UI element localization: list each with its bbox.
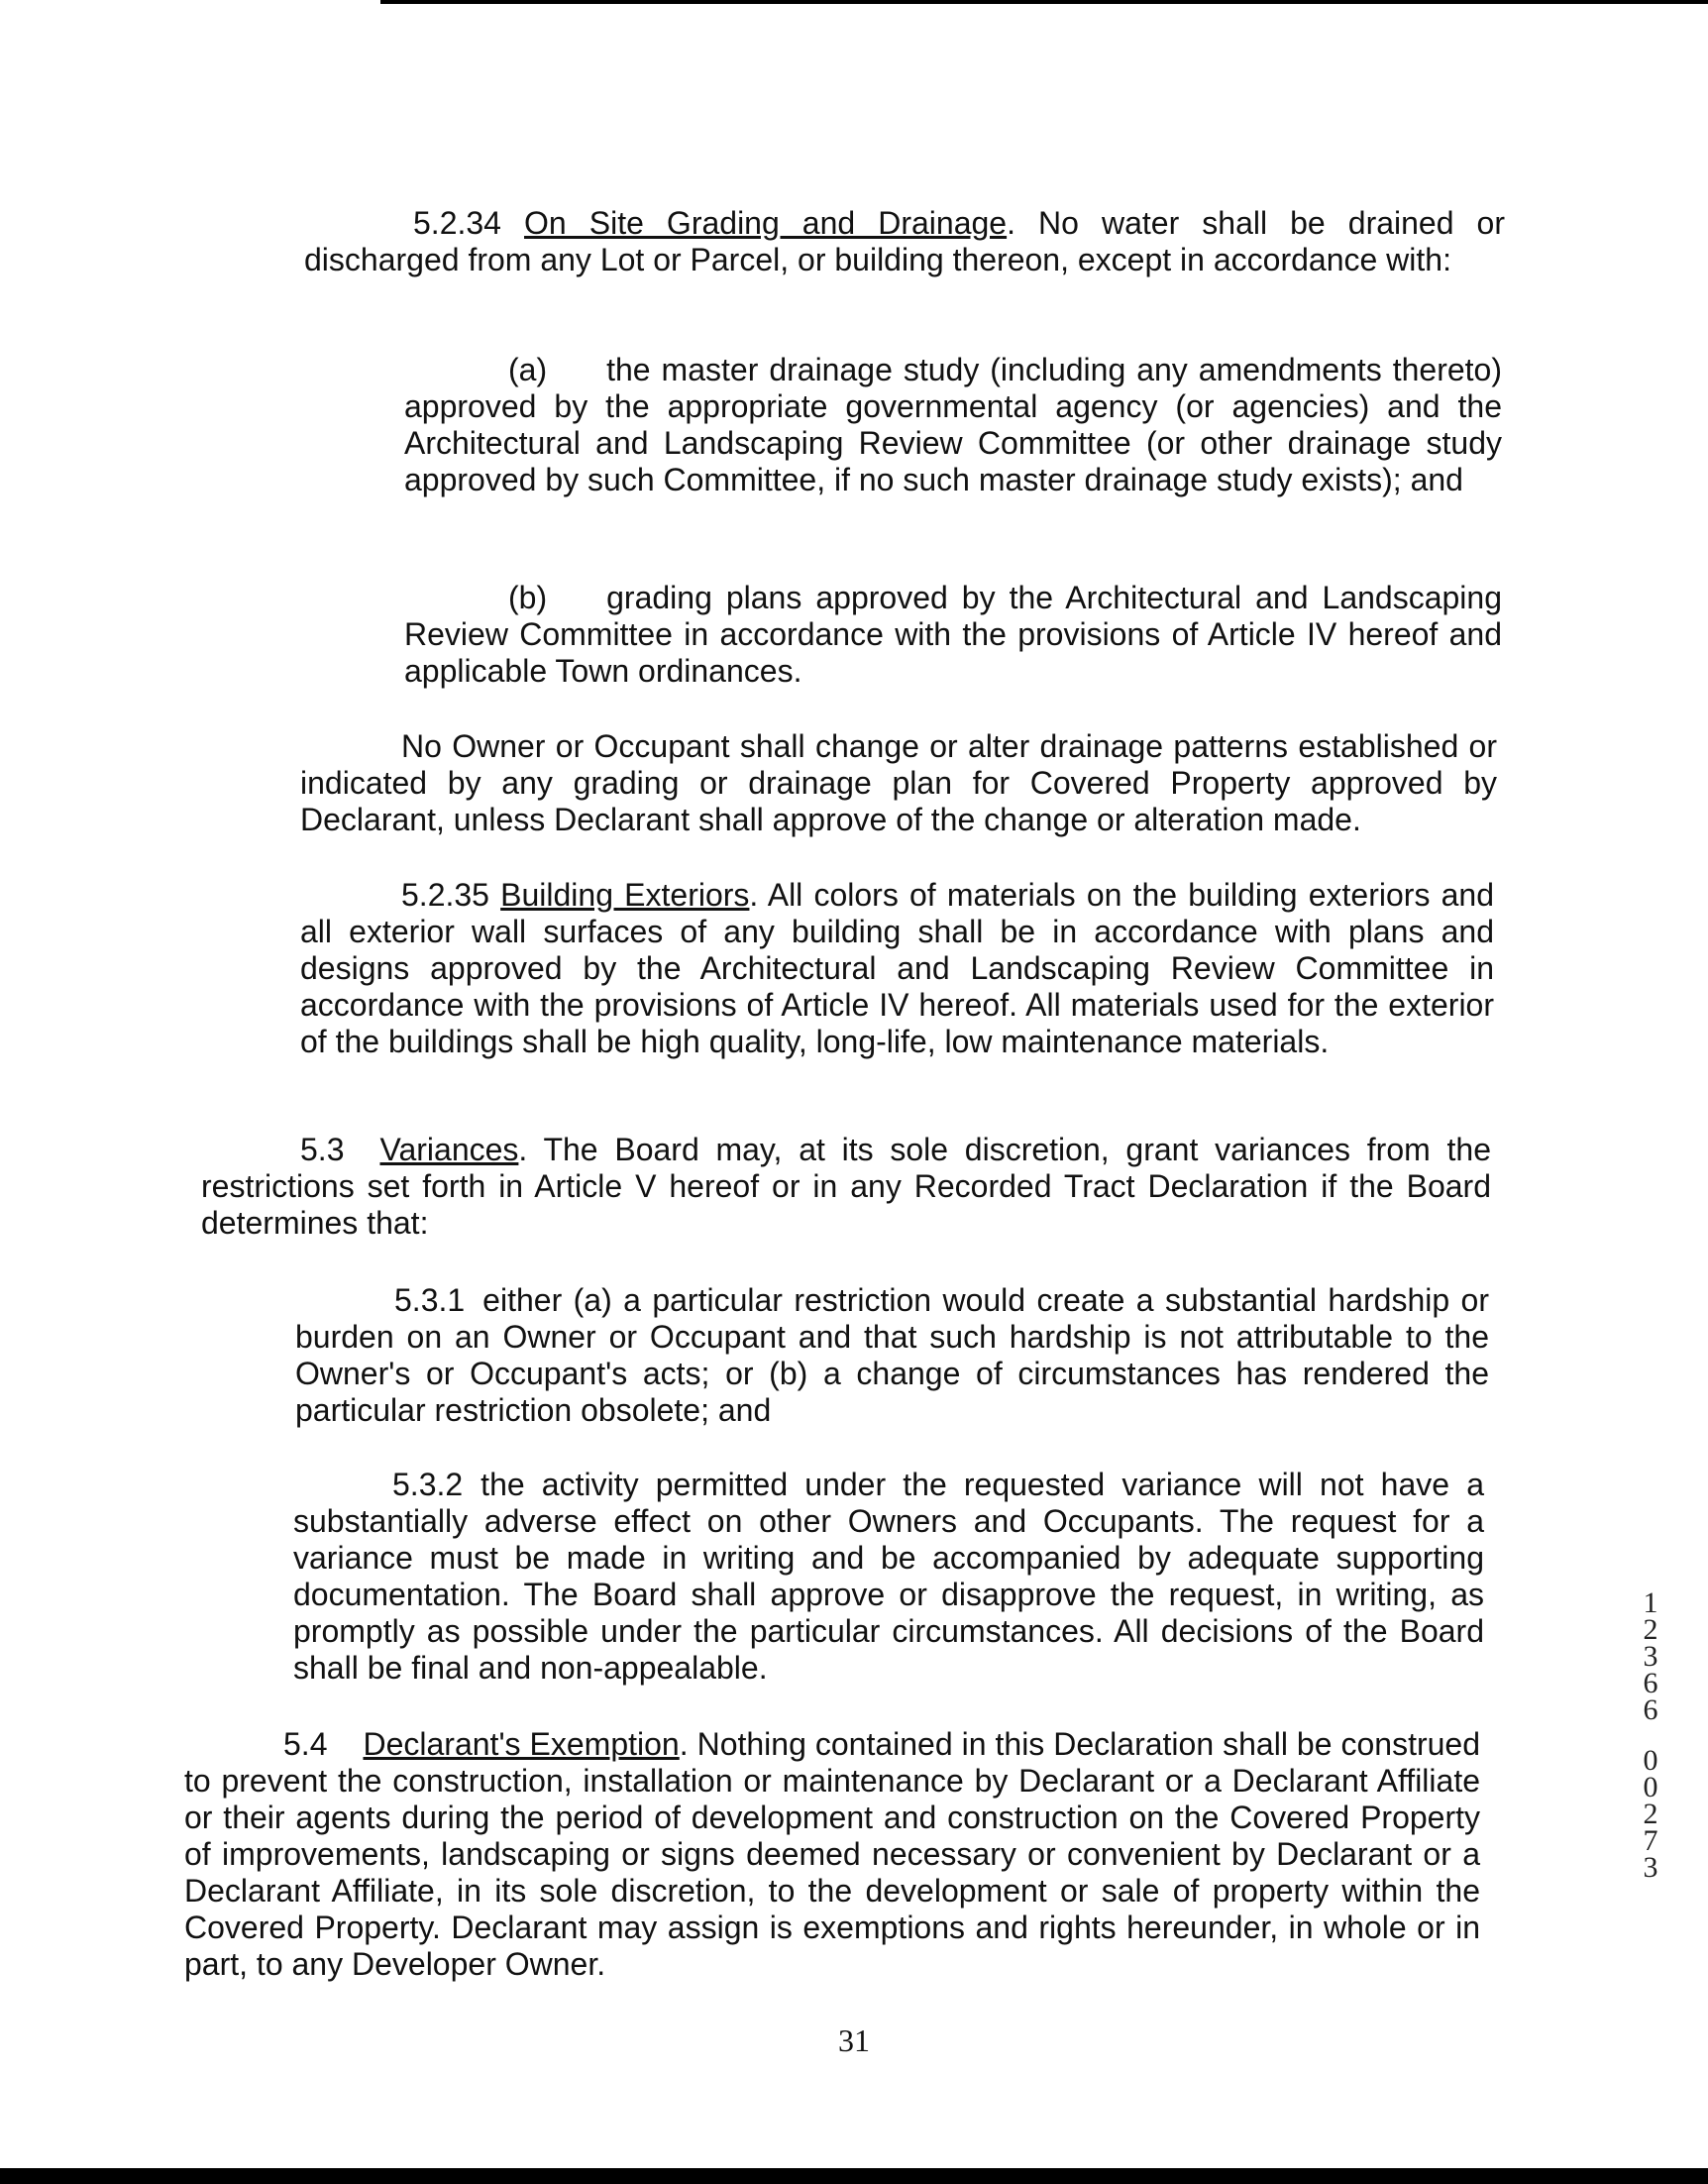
clause-a xyxy=(404,352,1502,498)
scan-border-top xyxy=(380,0,1708,4)
paragraph-5-4 xyxy=(184,1726,1480,1983)
paragraph-5-3 xyxy=(201,1132,1491,1242)
section-heading: Declarant's Exemption xyxy=(363,1726,680,1762)
scan-border-bottom xyxy=(0,2168,1708,2184)
stamp-digit: 6 xyxy=(1643,1667,1658,1699)
stamp-digit: 3 xyxy=(1643,1640,1658,1673)
clause-label: (a) xyxy=(508,352,548,387)
section-body: the activity permitted under the requested variance will not have a substantially adverse effect on other Owners and Occupants. The request for a variance must be made in writing and be accompanied by adequate supporting documentation. The Board shall approve or disapprove the request, in writing, as promptly as possible under the particular circumstances. All decisions of the Board shall be final and non-appealable. xyxy=(293,1467,1484,1686)
paragraph-5-2-34-text xyxy=(304,205,1505,278)
page-number: 31 xyxy=(838,2022,870,2058)
section-number: 5.2.35 xyxy=(401,877,501,913)
stamp-digit: 3 xyxy=(1643,1851,1658,1884)
paragraph-5-2-35 xyxy=(300,877,1494,1060)
stamp-digit: 2 xyxy=(1643,1798,1658,1830)
section-number: 5.3.2 xyxy=(392,1467,464,1502)
paragraph-drainage-patterns xyxy=(300,728,1497,838)
paragraph-text: No Owner or Occupant shall change or alter drainage patterns established or indicated by any grading or drainage plan for Covered Property approved by Declarant, unless Declarant shall approve of the change or alteration made. xyxy=(300,728,1497,837)
section-body: . No water shall be drained or discharged from any Lot or Parcel, or building thereon, except in accordance with: xyxy=(304,205,1506,277)
section-heading: Building Exteriors xyxy=(500,877,750,913)
stamp-digit: 0 xyxy=(1643,1771,1658,1803)
clause-label: (b) xyxy=(508,580,548,615)
stamp-digit: 6 xyxy=(1643,1693,1658,1726)
paragraph-5-3-1 xyxy=(295,1282,1489,1429)
section-body: . All colors of materials on the building exteriors and all exterior wall surfaces of any building shall be in accordance with plans and designs approved by the Architectural and Landscaping Review Committee in accordance with the provisions of Article IV hereof. All materials used for the exterior of the buildings shall be high quality, long-life, low maintenance materials. xyxy=(300,877,1494,1059)
clause-b xyxy=(404,580,1502,690)
section-heading: On Site Grading and Drainage xyxy=(524,205,1008,241)
stamp-digit: 1 xyxy=(1643,1586,1658,1619)
section-number: 5.3.1 xyxy=(394,1282,466,1318)
stamp-digit: 7 xyxy=(1643,1824,1658,1857)
section-heading: Variances xyxy=(379,1132,519,1167)
section-body: . Nothing contained in this Declaration shall be construed to prevent the construction, installation or maintenance by Declarant or a Declarant Affiliate or their agents during the period of development and construction on the Covered Property of improvements, landscaping or signs deemed necessary or convenient by Declarant or a Declarant Affiliate, in its sole discretion, to the development or sale of property within the Covered Property. Declarant may assign is exemptions and rights hereunder, in whole or in part, to any Developer Owner. xyxy=(184,1726,1481,1982)
section-number: 5.3 xyxy=(300,1132,345,1167)
clause-text: the master drainage study (including any amendments thereto) approved by the appropriate governmental agency (or agencies) and the Architectural and Landscaping Review Committee (or other drainage study approved by such Committee, if no such master drainage study exists); and xyxy=(404,352,1502,497)
stamp-digit: 2 xyxy=(1643,1613,1658,1646)
section-number: 5.4 xyxy=(283,1726,328,1762)
clause-text: grading plans approved by the Architectural and Landscaping Review Committee in accordance with the provisions of Article IV hereof and applicable Town ordinances. xyxy=(404,580,1502,689)
paragraph-5-3-2 xyxy=(293,1467,1484,1687)
section-body: either (a) a particular restriction would create a substantial hardship or burden on an Owner or Occupant and that such hardship is not attributable to the Owner's or Occupant's acts; or (b) a change of circumstances has rendered the particular restriction obsolete; and xyxy=(295,1282,1489,1428)
stamp-digit: 0 xyxy=(1643,1744,1658,1777)
recording-stamp xyxy=(1631,1586,1670,1884)
section-body: . The Board may, at its sole discretion, grant variances from the restrictions set forth in Article V hereof or in any Recorded Tract Declaration if the Board determines that: xyxy=(201,1132,1491,1241)
section-number: 5.2.34 xyxy=(413,205,525,241)
